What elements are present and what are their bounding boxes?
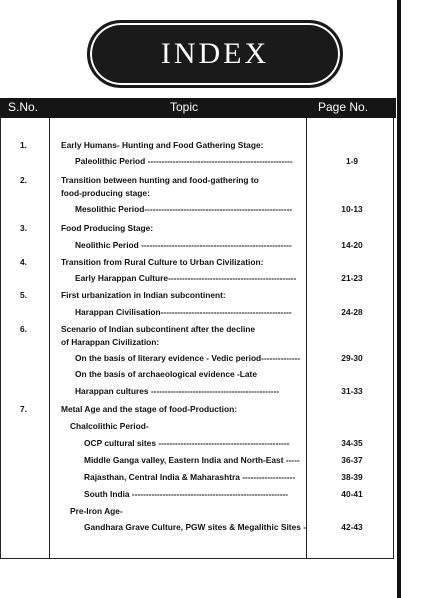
topic-line: Chalcolithic Period- bbox=[70, 421, 149, 431]
topic-line: Harappan Civilisation----------------------------------------------- bbox=[75, 307, 292, 317]
page-number: 31-33 bbox=[341, 386, 363, 396]
topic-line: Transition between hunting and food-gathering to bbox=[61, 175, 259, 185]
column-divider bbox=[306, 118, 307, 559]
header-sno: S.No. bbox=[8, 100, 39, 114]
topic-line: Food Producing Stage: bbox=[61, 223, 154, 233]
topic-line: Transition from Rural Culture to Urban Civilization: bbox=[61, 257, 264, 267]
header-page: Page No. bbox=[318, 100, 369, 114]
page-number: 24-28 bbox=[341, 307, 363, 317]
row-number: 6. bbox=[20, 324, 27, 334]
row-number: 7. bbox=[20, 404, 27, 414]
topic-line: On the basis of literary evidence - Vedic period-------------- bbox=[75, 353, 301, 363]
topic-line: South India -------------------------------------------------------- bbox=[84, 489, 289, 499]
topic-line: Middle Ganga valley, Eastern India and North-East ----- bbox=[84, 455, 300, 465]
page-number: 42-43 bbox=[341, 522, 363, 532]
page-number: 21-23 bbox=[341, 273, 363, 283]
row-number: 5. bbox=[20, 290, 27, 300]
topic-line: food-producing stage: bbox=[61, 188, 150, 198]
row-number: 4. bbox=[20, 257, 27, 267]
topic-line: Rajasthan, Central India & Maharashtra ------------------- bbox=[84, 472, 296, 482]
topic-line: Paleolithic Period ---------------------------------------------------- bbox=[75, 156, 293, 166]
page-number: 1-9 bbox=[345, 156, 359, 166]
topic-line: OCP cultural sites ----------------------------------------------- bbox=[84, 438, 290, 448]
page-number: 36-37 bbox=[341, 455, 363, 465]
page-number: 40-41 bbox=[341, 489, 363, 499]
topic-line: Early Humans- Hunting and Food Gathering Stage: bbox=[61, 140, 264, 150]
page-title: INDEX bbox=[160, 37, 270, 70]
topic-line: Pre-Iron Age- bbox=[70, 506, 123, 516]
page-number: 29-30 bbox=[341, 353, 363, 363]
topic-line: First urbanization in Indian subcontinent: bbox=[61, 290, 226, 300]
index-title-banner bbox=[87, 20, 343, 88]
column-divider bbox=[49, 118, 50, 559]
page-number: 38-39 bbox=[341, 472, 363, 482]
topic-line: of Harappan Civilization: bbox=[61, 337, 160, 347]
topic-line: On the basis of archaeological evidence -Late bbox=[75, 369, 257, 379]
row-number: 1. bbox=[20, 140, 27, 150]
topic-line: Scenario of Indian subcontinent after the decline bbox=[61, 324, 256, 334]
table-header bbox=[0, 98, 396, 118]
topic-line: Metal Age and the stage of food-Production: bbox=[61, 404, 238, 414]
topic-line: Gandhara Grave Culture, PGW sites & Megalithic Sites - bbox=[84, 522, 306, 532]
row-number: 3. bbox=[20, 223, 27, 233]
topic-line: Mesolithic Period----------------------------------------------------- bbox=[75, 204, 293, 214]
page-number: 14-20 bbox=[341, 240, 363, 250]
page-number: 10-13 bbox=[341, 204, 363, 214]
page-edge bbox=[397, 0, 401, 598]
row-number: 2. bbox=[20, 175, 27, 185]
topic-line: Early Harappan Culture---------------------------------------------- bbox=[75, 273, 297, 283]
header-topic: Topic bbox=[170, 100, 199, 114]
topic-line: Harappan cultures ---------------------------------------------- bbox=[75, 386, 280, 396]
topic-line: Neolithic Period ------------------------------------------------------ bbox=[75, 240, 292, 250]
page-number: 34-35 bbox=[341, 438, 363, 448]
